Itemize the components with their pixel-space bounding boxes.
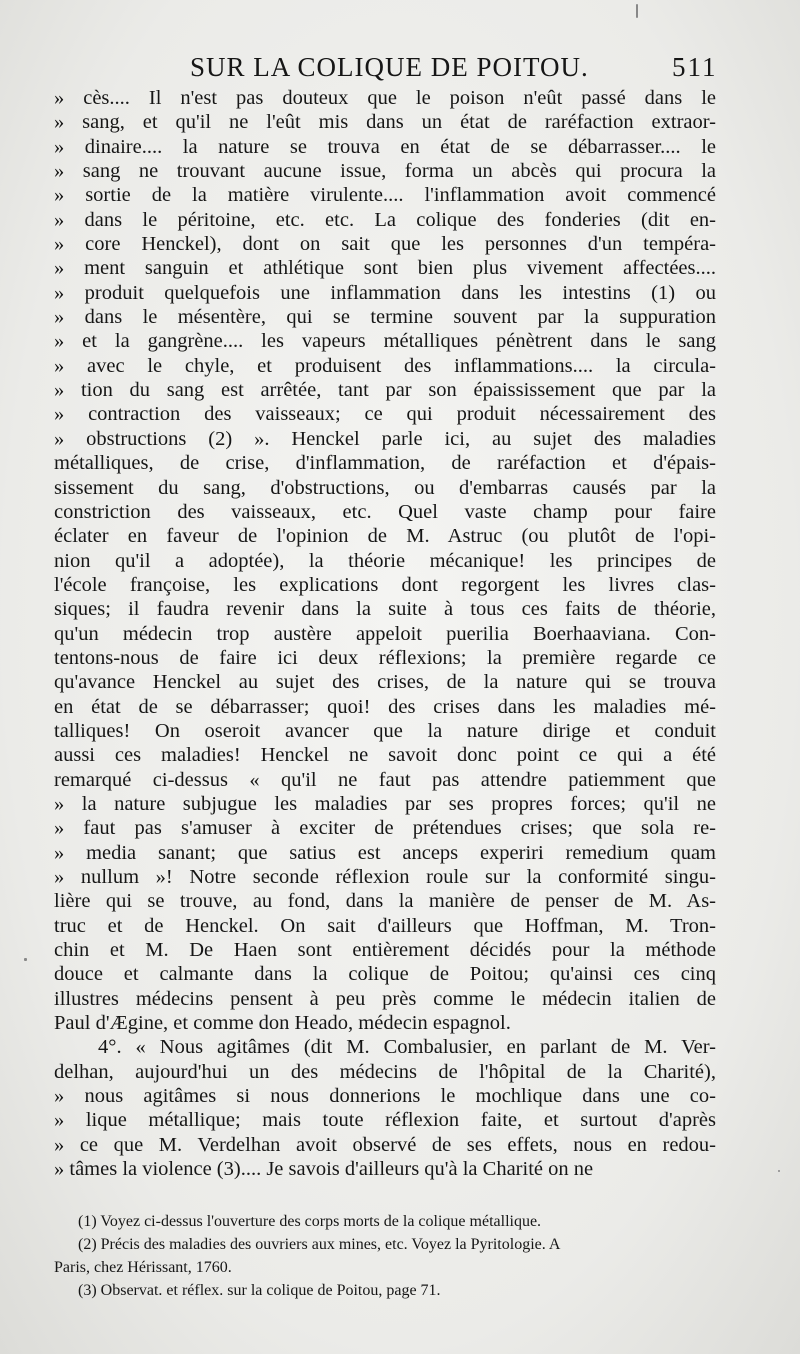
text-line: remarqué ci-dessus « qu'il ne faut pas attendre patiemment que (54, 768, 716, 791)
text-line: qu'un médecin trop austère appeloit puerilia Boerhaaviana. Con- (54, 622, 716, 645)
text-line: » nous agitâmes si nous donnerions le mochlique dans une co- (54, 1085, 716, 1108)
text-line: » cès.... Il n'est pas douteux que le poison n'eût passé dans le (54, 87, 716, 109)
text-line: douce et calmante dans la colique de Poitou; qu'ainsi ces cinq (54, 963, 716, 986)
text-line: » contraction des vaisseaux; ce qui produit nécessairement des (54, 403, 716, 426)
text-line: » faut pas s'amuser à exciter de prétendues crises; que sola re- (54, 817, 716, 840)
text-line: » produit quelquefois une inflammation dans les intestins (1) ou (54, 281, 716, 304)
scan-speck (24, 958, 27, 961)
text-line: sissement du sang, d'obstructions, ou d'embarras causés par la (54, 476, 716, 499)
text-line: talliques! On oseroit avancer que la nature dirige et conduit (54, 719, 716, 742)
text-line: qu'avance Henckel au sujet des crises, de la nature qui se trouva (54, 671, 716, 694)
scan-speck (636, 4, 638, 18)
footnote: (1) Voyez ci-dessus l'ouverture des corps morts de la colique métallique. (78, 1213, 542, 1230)
text-line: aussi ces maladies! Henckel ne savoit donc point ce qui a été (54, 744, 716, 767)
text-line: chin et M. De Haen sont entièrement décidés pour la méthode (54, 939, 716, 962)
text-line: » tâmes la violence (3).... Je savois d'ailleurs qu'à la Charité on ne (54, 1158, 594, 1181)
text-line: » avec le chyle, et produisent des inflammations.... la circula- (54, 354, 716, 377)
running-title: SUR LA COLIQUE DE POITOU. (190, 52, 589, 82)
text-line: tentons-nous de faire ici deux réflexions; la première regarde ce (54, 646, 716, 669)
text-line: » et la gangrène.... les vapeurs métalliques pénètrent dans le sang (54, 330, 716, 353)
text-line: éclater en faveur de l'opinion de M. Astruc (ou plutôt de l'opi- (54, 525, 716, 548)
text-line: en état de se débarrasser; quoi! des crises dans les maladies mé- (54, 695, 716, 718)
footnote: Paris, chez Hérissant, 1760. (54, 1259, 232, 1276)
text-line: l'école françoise, les explications dont regorgent les livres clas- (54, 573, 716, 596)
text-line: » dans le mésentère, qui se termine souvent par la suppuration (54, 306, 716, 329)
text-line: siques; il faudra revenir dans la suite à tous ces faits de théorie, (54, 598, 716, 621)
text-line: illustres médecins pensent à peu près comme le médecin italien de (54, 987, 716, 1010)
footnote: (2) Précis des maladies des ouvriers aux mines, etc. Voyez la Pyritologie. A (78, 1236, 561, 1253)
text-line: métalliques, de crise, d'inflammation, de raréfaction et d'épais- (54, 452, 716, 475)
text-line: » la nature subjugue les maladies par ses propres forces; qu'il ne (54, 792, 716, 815)
page-number: 511 (672, 52, 718, 82)
text-line: » tion du sang est arrêtée, tant par son épaississement que par la (54, 379, 716, 402)
scan-speck (778, 1170, 780, 1172)
footnotes (54, 1210, 716, 1302)
main-text (54, 86, 716, 1181)
text-line: » ce que M. Verdelhan avoit observé de ses effets, nous en redou- (54, 1133, 716, 1156)
text-line: lière qui se trouve, au fond, dans la manière de penser de M. As- (54, 890, 716, 913)
text-line: » sang ne trouvant aucune issue, forma un abcès qui procura la (54, 160, 716, 183)
text-line: 4°. « Nous agitâmes (dit M. Combalusier, en parlant de M. Ver- (98, 1036, 716, 1059)
text-line: nion qu'il a adoptée), la théorie mécanique! les principes de (54, 549, 716, 572)
text-line: » sortie de la matière virulente.... l'inflammation avoit commencé (54, 184, 716, 207)
text-line: » lique métallique; mais toute réflexion faite, et surtout d'après (54, 1109, 716, 1132)
text-line: » obstructions (2) ». Henckel parle ici, au sujet des maladies (54, 427, 716, 450)
footnote: (3) Observat. et réflex. sur la colique de Poitou, page 71. (78, 1282, 441, 1299)
text-line: Paul d'Ægine, et comme don Heado, médecin espagnol. (54, 1012, 511, 1035)
text-line: constriction des vaisseaux, etc. Quel vaste champ pour faire (54, 500, 716, 523)
text-line: » core Henckel), dont on sait que les personnes d'un tempéra- (54, 233, 716, 256)
text-line: » sang, et qu'il ne l'eût mis dans un état de raréfaction extraor- (54, 111, 716, 134)
text-line: » media sanant; que satius est anceps experiri remedium quam (54, 841, 716, 864)
page-header (0, 48, 800, 88)
text-line: delhan, aujourd'hui un des médecins de l'hôpital de la Charité), (54, 1060, 716, 1083)
text-line: truc et de Henckel. On sait d'ailleurs que Hoffman, M. Tron- (54, 914, 716, 937)
text-line: » dinaire.... la nature se trouva en état de se débarrasser.... le (54, 135, 716, 158)
text-line: » nullum »! Notre seconde réflexion roule sur la conformité singu- (54, 866, 716, 888)
text-line: » ment sanguin et athlétique sont bien plus vivement affectées.... (54, 257, 716, 280)
text-line: » dans le péritoine, etc. etc. La colique des fonderies (dit en- (54, 208, 716, 231)
